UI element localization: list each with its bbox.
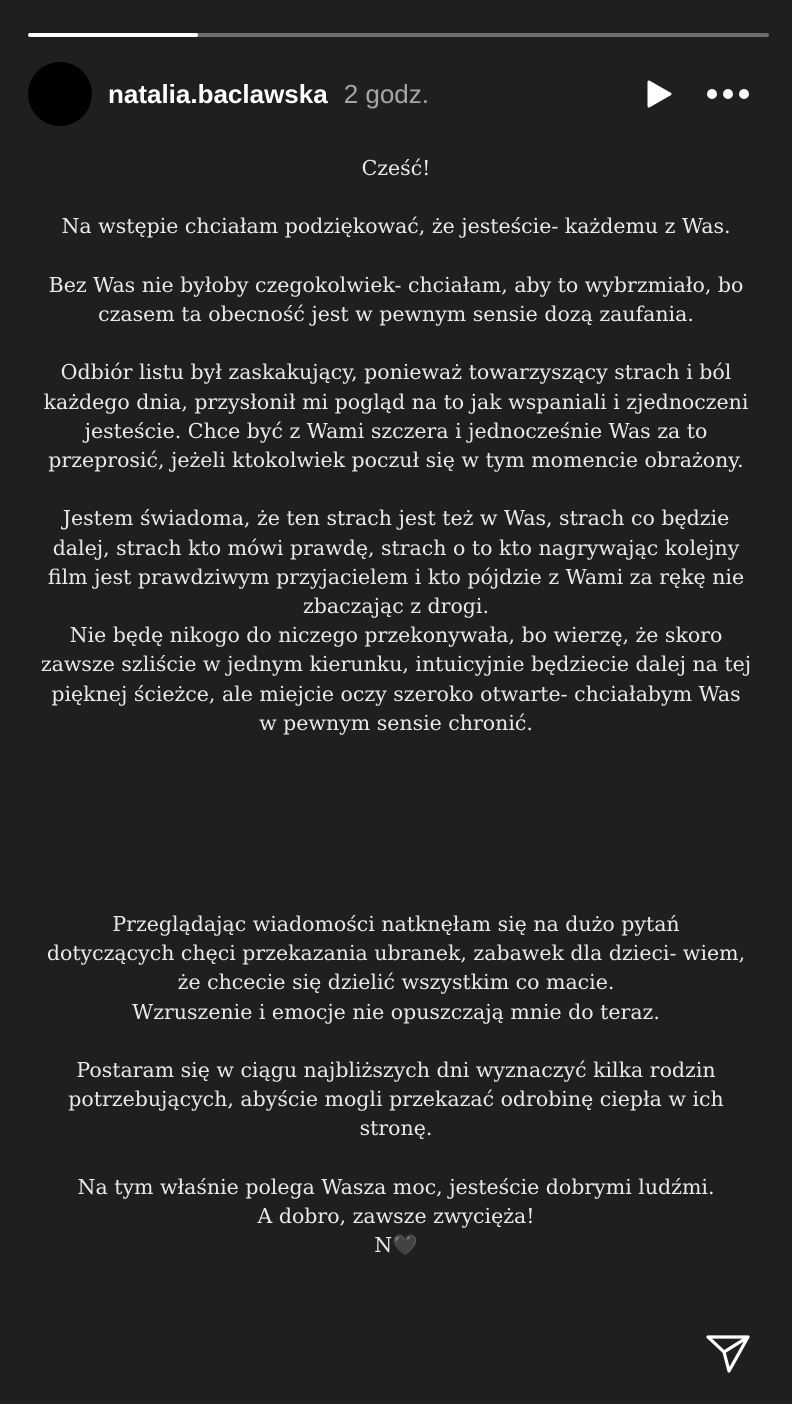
play-icon: [645, 79, 673, 109]
send-button[interactable]: [702, 1330, 754, 1378]
story-header: [28, 62, 768, 126]
story-text-block-1: Cześć! Na wstępie chciałam podziękować, że jesteście- każdemu z Was. Bez Was nie byłoby czegokolwiek- chciałam, aby to wybrzmiało, bo czasem ta obecność jest w pewnym sensie dozą zaufania. Odbiór listu był zaskakujący, ponieważ towarzyszący strach i ból każdego dnia, przysłonił mi pogląd na to jak wspaniali i zjednoczeni jesteście. Chce być z Wami szczera i jednocześnie Was za to przeprosić, jeżeli ktokolwiek poczuł się w tym momencie obrażony. Jestem świadoma, że ten strach jest też w Was, strach co będzie dalej, strach kto mówi prawdę, strach o to kto nagrywając kolejny film jest prawdziwym przyjacielem i kto pójdzie z Wami za rękę nie zbaczając z drogi. Nie będę nikogo do niczego przekonywała, bo wierzę, że skoro zawsze szliście w jednym kierunku, intuicyjnie będziecie dalej na tej pięknej ścieżce, ale miejcie oczy szeroko otwarte- chciałabym Was w pewnym sensie chronić.: [40, 156, 752, 735]
send-icon: [705, 1333, 751, 1375]
more-icon: [706, 88, 750, 100]
play-button[interactable]: [642, 77, 676, 111]
story-text-block-2: Przeglądając wiadomości natknęłam się na dużo pytań dotyczących chęci przekazania ubranek, zabawek dla dzieci- wiem, że chcecie się dzielić wszystkim co macie. Wzruszenie i emocje nie opuszczają mnie do teraz. Postaram się w ciągu najbliższych dni wyznaczyć kilka rodzin potrzebujących, abyście mogli przekazać odrobinę ciepła w ich stronę. Na tym właśnie polega Wasza moc, jesteście dobrymi ludźmi. A dobro, zawsze zwycięża! N🖤: [46, 912, 746, 1258]
post-time: 2 godz.: [343, 78, 429, 109]
story-progress-bar: [28, 33, 769, 37]
username[interactable]: natalia.baclawska: [108, 78, 328, 109]
story-progress-fill: [28, 33, 198, 37]
avatar[interactable]: [28, 62, 92, 126]
more-options-button[interactable]: [704, 77, 752, 111]
